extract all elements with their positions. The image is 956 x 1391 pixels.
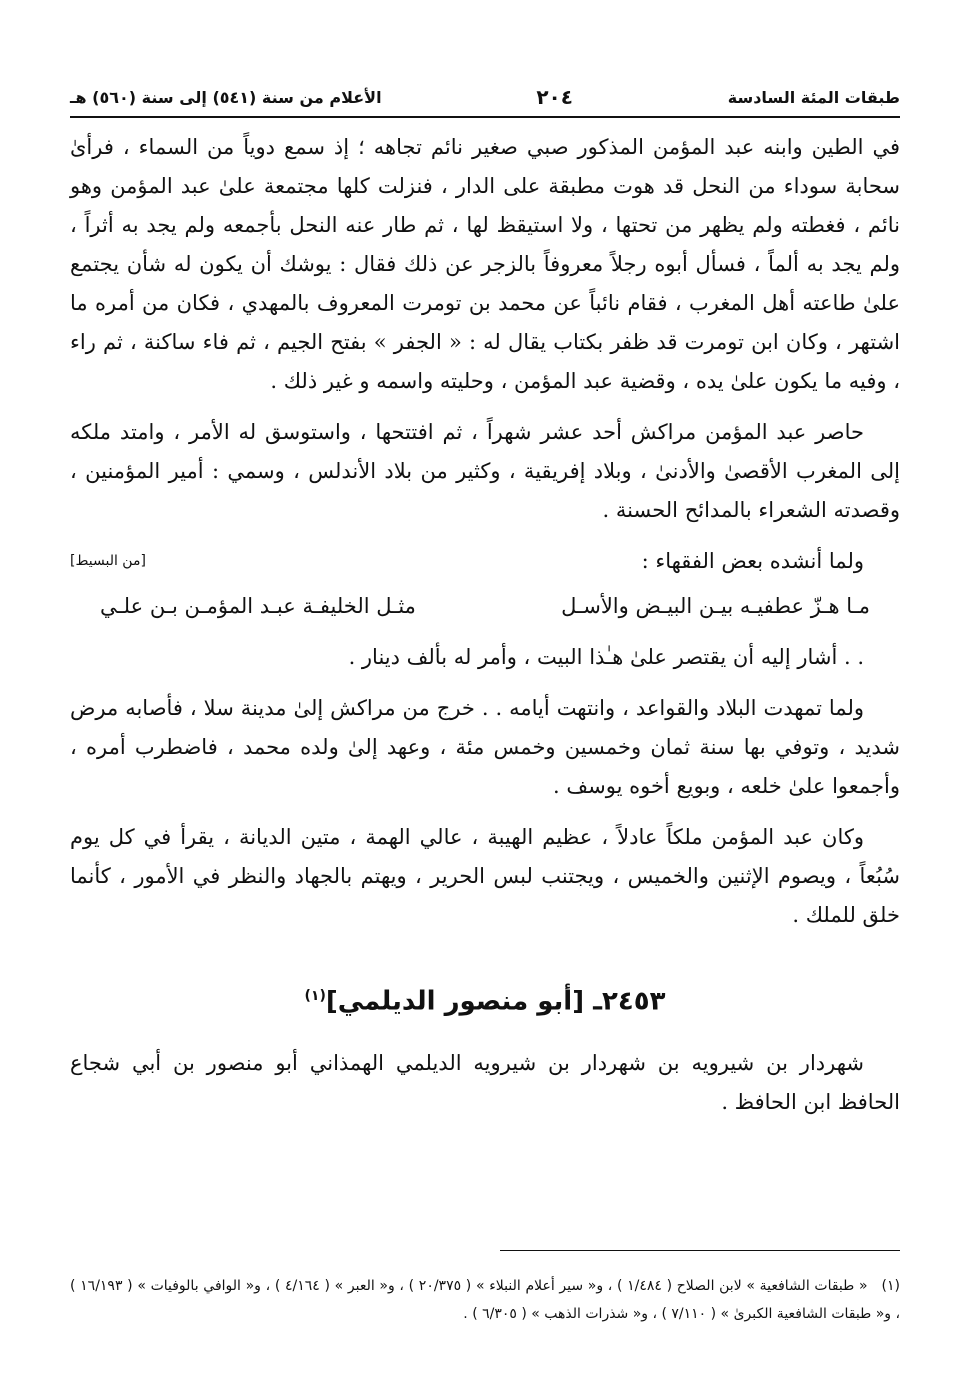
header-range-title: الأعلام من سنة (٥٤١) إلى سنة (٥٦٠) هـ (70, 87, 382, 107)
footnote-text: « طبقات الشافعية » لابن الصلاح ( ١/٤٨٤ ) ، و« سير أعلام النبلاء » ( ٢٠/٣٧٥ ) ، و« العبر » ( ٤/١٦٤ ) ، و« الوافي بالوفيات » ( ١٦/١٩٣ ) ، و« طبقات الشافعية الكبرىٰ » ( ٧/١١٠ ) ، و« شذرات الذهب » ( ٦/٣٠٥ ) . (70, 1278, 900, 1322)
poem-verse (70, 587, 900, 626)
header-rule (70, 116, 900, 118)
paragraph-5: ولما تمهدت البلاد والقواعد ، وانتهت أيامه . . خرج من مراكش إلىٰ مدينة سلا ، فأصابه مرض شديد ، وتوفي بها سنة ثمان وخمسين وخمس مئة ، وعهد إلىٰ ولده محمد ، فاضطرب أمره ، وأجمعوا علىٰ خلعه ، وبويع أخوه يوسف . (70, 696, 900, 798)
footnote (70, 1272, 900, 1328)
paragraph-6: وكان عبد المؤمن ملكاً عادلاً ، عظيم الهيبة ، عالي الهمة ، متين الديانة ، يقرأ في كل يوم سُبُعاً ، ويصوم الإثنين والخميس ، ويجتنب لبس الحرير ، ويهتم بالجهاد والنظر في الأمور ، كأنما خلق للملك . (70, 825, 900, 927)
paragraph-4: . . أشار إليه أن يقتصر علىٰ هـٰذا البيت ، وأمر له بألف دينار . (348, 645, 864, 669)
entry-title-text: ٢٤٥٣ـ [أبو منصور الديلمي] (325, 986, 666, 1017)
running-header (70, 80, 900, 114)
poem-intro: ولما أنشده بعض الفقهاء : (641, 549, 864, 573)
header-section-title: طبقات المئة السادسة (727, 87, 900, 107)
entry-text: شهردار بن شيرويه بن شهردار بن شيرويه الديلمي الهمذاني أبو منصور بن أبي شجاع الحافظ ابن الحافظ . (70, 1050, 900, 1114)
footnote-number: (١) (881, 1278, 901, 1294)
paragraph-2: حاصر عبد المؤمن مراكش أحد عشر شهراً ، ثم افتتحها ، واستوسق له الأمر ، وامتد ملكه إلى المغرب الأقصىٰ والأدنىٰ ، وبلاد إفريقية ، وكثير من بلاد الأندلس ، وسمي : أمير المؤمنين ، وقصدته الشعراء بالمدائح الحسنة . (70, 420, 900, 522)
poem-meter: [من البسيط] (70, 553, 146, 569)
entry-footnote-ref: (١) (304, 988, 326, 1004)
footnote-rule (500, 1250, 900, 1251)
poem-intro-row (70, 542, 900, 581)
entry-title (70, 977, 900, 1022)
page-number: ٢٠٤ (536, 85, 573, 109)
paragraph-1: في الطين وابنه عبد المؤمن المذكور صبي صغير نائم تجاهه ؛ إذ سمع دوياً من السماء ، فرأىٰ سحابة سوداء من النحل قد هوت مطبقة على الدار ، فنزلت كلها مجتمعة علىٰ عبد المؤمن وهو نائم ، فغطته ولم يظهر من تحتها ، ولا استيقظ لها ، ثم طار عنه النحل بأجمعه ولم يجد به أثراً ، ولم يجد به ألماً ، فسأل أبوه رجلاً معروفاً بالزجر عن ذلك فقال : يوشك أن يكون له شأن يجتمع علىٰ طاعته أهل المغرب ، فقام نائباً عن محمد بن تومرت المعروف بالمهدي ، فكان من أمره ما اشتهر ، وكان ابن تومرت قد ظفر بكتاب يقال له : « الجفر » بفتح الجيم ، ثم فاء ساكنة ، ثم راء ، وفيه ما يكون علىٰ يده ، وقضية عبد المؤمن ، وحليته واسمه و غير ذلك . (70, 135, 900, 393)
verse-second-hemistich: مثـل الخليفـة عبـد المؤمـن بـن علـي (100, 594, 416, 618)
main-text (70, 128, 900, 1134)
verse-first-hemistich: مـا هـزّ عطفيـه بيـن البيـض والأسـل (561, 594, 870, 618)
